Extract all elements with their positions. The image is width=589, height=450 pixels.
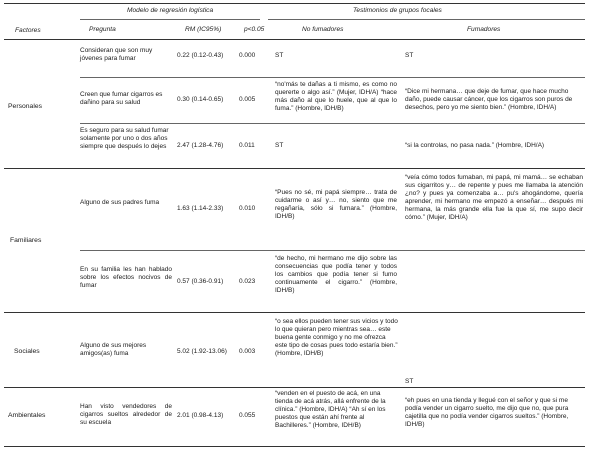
factor-ambientales: Ambientales xyxy=(8,412,46,419)
row-2-fumadores: “Dice mi hermana… que deje de fumar, que hace mucho daño, puede causar cáncer, que los cigarros son puros de desechos, pero yo me siento bien.” (Hombre, IDH/A) xyxy=(405,88,573,111)
group-rule-testimonios xyxy=(268,19,585,20)
header-bottom-rule xyxy=(4,39,585,40)
row-4-fumadores: “veía cómo todos fumaban, mi papá, mi mamá… se echaban sus cigarritos y… de repente y pues me llamaba la atención ¿no? y pues ya comenzaba a… pu's ahogándome, quería aprender, mi hermano me empezó a enseñar… después mi hermana, la más grande ella fue la que sí, me supo decir cómo.” (Mujer, IDH/A) xyxy=(405,174,583,221)
factor-sociales: Sociales xyxy=(14,348,40,355)
row-6-rm: 5.02 (1.92-13.06) xyxy=(177,348,227,355)
row-4-pregunta: Alguno de sus padres fuma xyxy=(80,199,160,206)
row-2-p: 0.005 xyxy=(239,96,256,103)
row-6-fumadores: ST xyxy=(405,378,414,385)
factor-personales: Personales xyxy=(8,103,43,110)
row-rule xyxy=(80,250,585,251)
header-modelo: Modelo de regresión logística xyxy=(127,7,214,14)
row-7-fumadores: “eh pues en una tienda y llegué con el señor y que si me podía vender un cigarro suelto, me dijo que no, que pura cajetilla que no podía vender cigarros sueltos.” (Hombre, IDH/B) xyxy=(405,397,569,428)
row-6-p: 0.003 xyxy=(239,348,256,355)
group-rule xyxy=(4,312,585,313)
row-3-fumadores: “si la controlas, no pasa nada.” (Hombre, IDH/A) xyxy=(405,142,545,149)
row-2-pregunta: Creen que fumar cigarros es dañino para su salud xyxy=(80,91,163,106)
header-fumadores: Fumadores xyxy=(467,26,501,33)
header-pregunta: Pregunta xyxy=(89,26,116,33)
header-no-fumadores: No fumadores xyxy=(302,26,344,33)
row-3-rm: 2.47 (1.28-4.76) xyxy=(177,142,224,149)
row-3-pregunta: Es seguro para su salud fumar solamente por uno o dos años siempre que después lo dejes xyxy=(80,127,169,150)
header-p: p<0.05 xyxy=(244,26,265,33)
row-1-fumadores: ST xyxy=(405,52,414,59)
header-rm: RM (IC95%) xyxy=(185,26,222,33)
bottom-rule xyxy=(4,446,585,447)
header-factores: Factores xyxy=(15,27,41,34)
row-5-p: 0.023 xyxy=(239,278,256,285)
row-1-rm: 0.22 (0.12-0.43) xyxy=(177,52,224,59)
row-rule xyxy=(80,77,585,78)
factor-familiares: Familiares xyxy=(10,237,42,244)
row-5-no-fumadores: “de hecho, mi hermano me dijo sobre las consecuencias que podía tener y todos los cambios que podía tener si fumo continuamente el cigarro.” (Hombre, IDH/B) xyxy=(275,255,397,294)
row-1-no-fumadores: ST xyxy=(275,52,284,59)
row-rule xyxy=(80,123,585,124)
row-4-rm: 1.63 (1.14-2.33) xyxy=(177,205,224,212)
row-1-p: 0.000 xyxy=(239,52,256,59)
row-4-no-fumadores: “Pues no sé, mi papá siempre… trata de cuidarme o así y… no, siento que me regañaría, sólo si fumara.” (Hombre, IDH/B) xyxy=(275,189,397,220)
row-5-rm: 0.57 (0.36-0.91) xyxy=(177,278,224,285)
group-rule xyxy=(4,387,585,388)
row-3-p: 0.011 xyxy=(239,142,255,149)
row-2-rm: 0.30 (0.14-0.65) xyxy=(177,96,224,103)
header-testimonios: Testimonios de grupos focales xyxy=(353,7,442,14)
top-rule xyxy=(4,3,585,4)
row-2-no-fumadores: “no'más te dañas a ti mismo, es como no quererte o algo así.” (Mujer, IDH/A) “hace más daño al que lo huele, que al que lo fuma.” (Hombre, IDH/B) xyxy=(275,81,397,112)
row-3-no-fumadores: ST xyxy=(275,142,284,149)
row-4-p: 0.010 xyxy=(239,205,256,212)
row-7-rm: 2.01 (0.98-4.13) xyxy=(177,412,224,419)
group-rule-modelo xyxy=(80,19,260,20)
group-rule xyxy=(4,168,585,169)
row-7-pregunta: Han visto vendedores de cigarros sueltos alrededor de su escuela xyxy=(80,403,172,426)
row-6-pregunta: Alguno de sus mejores amigos(as) fuma xyxy=(80,342,147,357)
row-6-no-fumadores: “o sea ellos pueden tener sus vicios y todo lo que quieran pero mientras sea… este buena gente conmigo y no me ofrezca este tipo de cosas pues todo estaría bien.” (Hombre, IDH/B) xyxy=(275,318,398,357)
row-7-p: 0.055 xyxy=(239,412,256,419)
row-5-pregunta: En su familia les han hablado sobre los efectos nocivos de fumar xyxy=(80,266,172,289)
row-1-pregunta: Consideran que son muy jóvenes para fumar xyxy=(80,47,153,62)
row-7-no-fumadores: “venden en el puesto de acá, en una tienda de acá atrás, allá enfrente de la clínica.” (Hombre, IDH/A) “Ah sí en los puestos que están ahí frente al Bachilleres.” (Hombre, IDH/B) xyxy=(275,390,386,429)
